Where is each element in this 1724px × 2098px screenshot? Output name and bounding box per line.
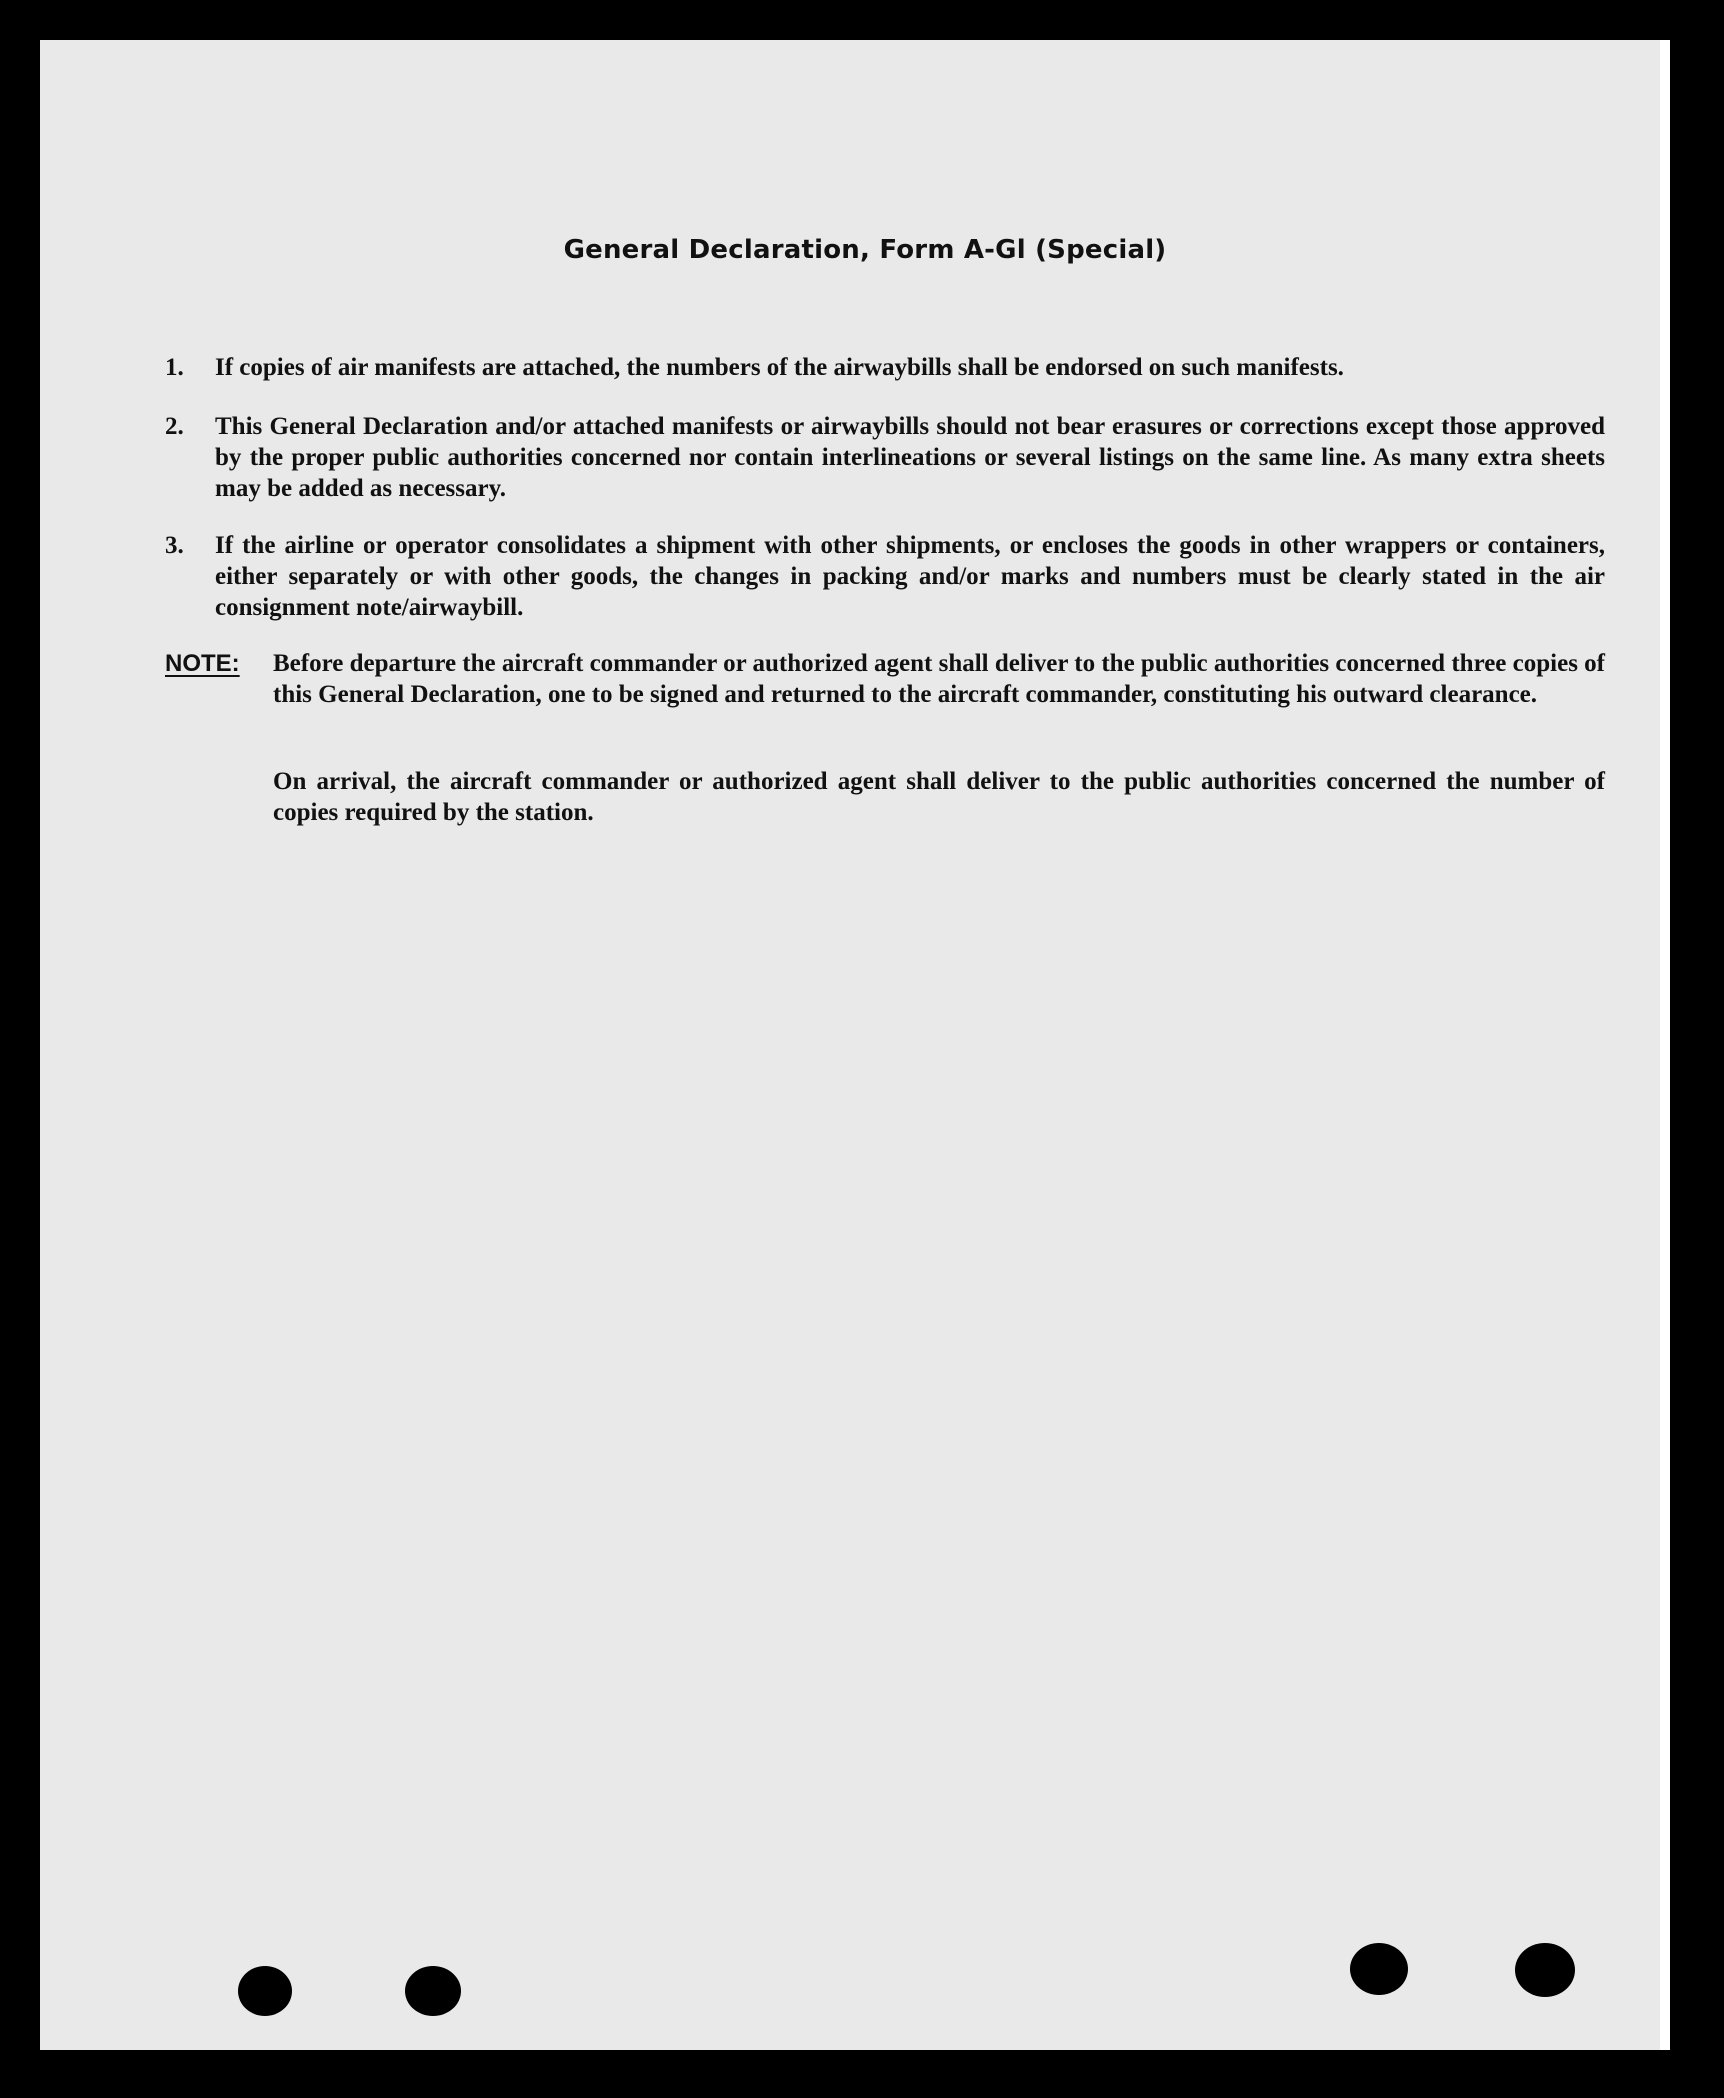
note-paragraph-2: On arrival, the aircraft commander or authorized agent shall deliver to the public authorities concerned the number of copies required by the station. <box>273 768 1605 826</box>
item-1-number: 1. <box>165 354 184 381</box>
document-page <box>40 40 1670 2050</box>
item-3-text: If the airline or operator consolidates a shipment with other shipments, or encloses the goods in other wrappers or containers, either separately or with other goods, the changes in packing and/or marks and numbers must be clearly stated in the air consignment note/airwaybill. <box>215 532 1605 621</box>
punch-hole-4 <box>1515 1943 1575 1997</box>
item-2-text: This General Declaration and/or attached manifests or airwaybills should not bear erasures or corrections except those approved by the proper public authorities concerned nor contain interlineations or several listings on the same line. As many extra sheets may be added as necessary. <box>215 413 1605 502</box>
note-label: NOTE: <box>165 650 240 677</box>
punch-hole-3 <box>1350 1943 1408 1995</box>
item-2-number: 2. <box>165 413 184 440</box>
punch-hole-1 <box>238 1966 292 2016</box>
item-1-text: If copies of air manifests are attached, the numbers of the airwaybills shall be endorsed on such manifests. <box>215 354 1344 381</box>
item-3-number: 3. <box>165 532 184 559</box>
note-paragraph-1: Before departure the aircraft commander or authorized agent shall deliver to the public authorities concerned three copies of this General Declaration, one to be signed and returned to the aircraft commander, constituting his outward clearance. <box>273 650 1605 708</box>
document-title: General Declaration, Form A-Gl (Special) <box>563 235 1167 265</box>
punch-hole-2 <box>405 1966 461 2016</box>
